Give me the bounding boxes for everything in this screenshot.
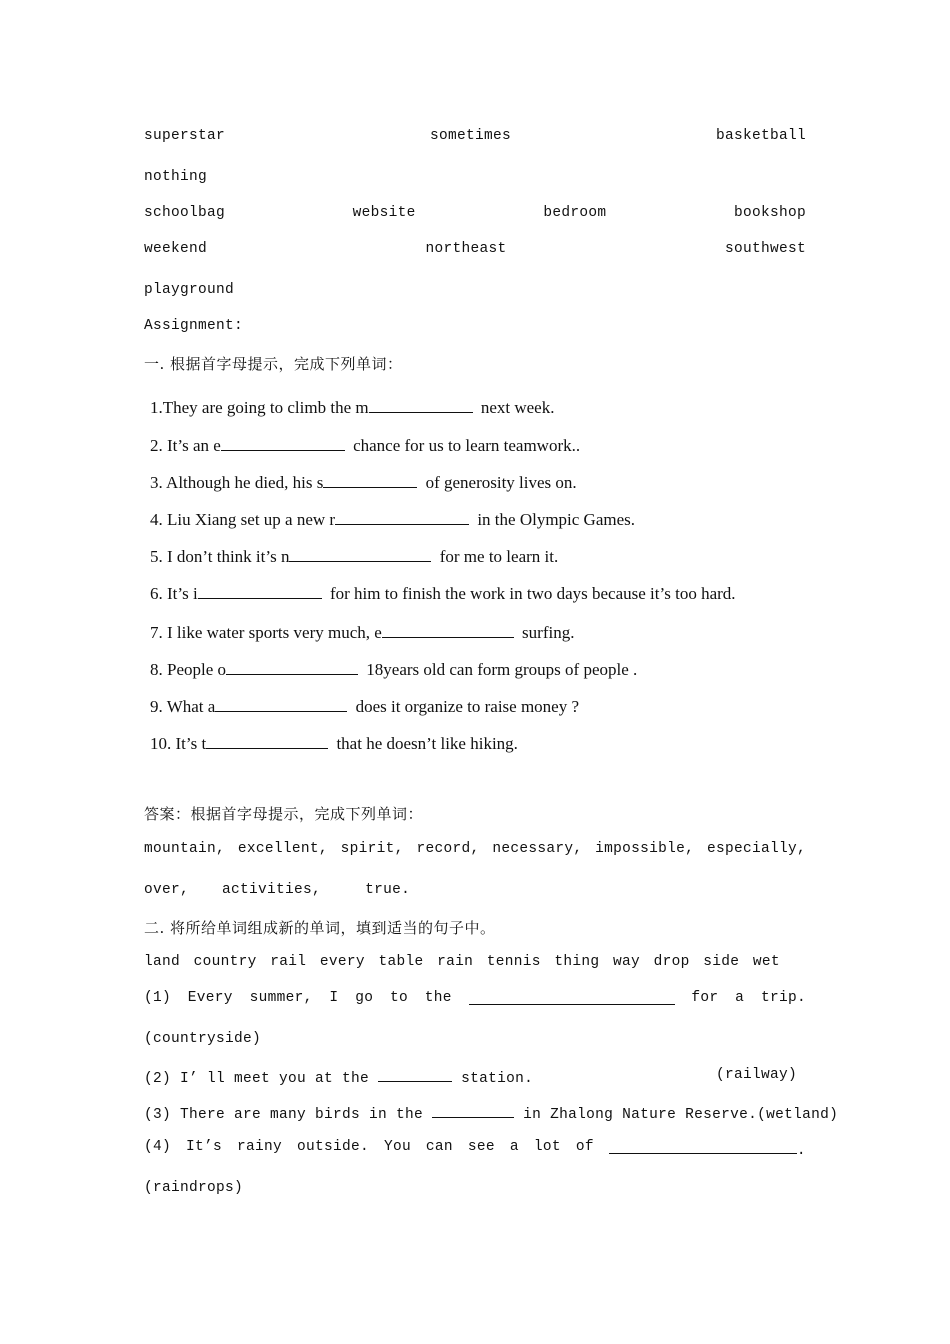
answer-blank[interactable] [226, 659, 358, 675]
bank-word: rain [437, 954, 474, 970]
s2-answer-1: (countryside) [144, 1031, 262, 1047]
answer-word: activities, [222, 882, 322, 898]
q-text: station. [461, 1071, 534, 1087]
question-6 [150, 583, 736, 604]
answer-word: excellent, [237, 841, 328, 857]
bank-word: way [613, 954, 641, 970]
question-text: in the Olympic Games. [473, 510, 636, 529]
answer-blank[interactable] [206, 733, 328, 749]
answers-row-1 [144, 841, 806, 857]
answer-blank[interactable] [369, 397, 473, 413]
s2-question-1 [144, 990, 806, 1006]
answer-word: true. [365, 882, 411, 898]
q-word: of [575, 1139, 594, 1155]
word-row-2 [144, 169, 806, 185]
word: website [352, 205, 416, 221]
answers-heading: 答案：根据首字母提示，完成下列单词： [144, 805, 424, 823]
s2-question-3 [144, 1103, 839, 1123]
word-row-4 [144, 241, 806, 257]
bank-word: tennis [486, 954, 541, 970]
question-10 [150, 733, 518, 754]
answer-word: record, [416, 841, 480, 857]
q-word: a [509, 1139, 519, 1155]
bank-word: wet [752, 954, 780, 970]
q-text: (3) There are many birds in the [144, 1107, 424, 1123]
section2-word-bank [144, 954, 780, 970]
question-text: 1.They are going to climb the m [150, 398, 369, 417]
question-text: chance for us to learn teamwork.. [348, 436, 581, 455]
q-word: a [735, 990, 745, 1006]
word: southwest [724, 241, 806, 257]
bank-word: rail [270, 954, 307, 970]
s2-answer-4: (raindrops) [144, 1180, 244, 1196]
s2-question-4 [144, 1139, 806, 1159]
q-word: I [329, 990, 339, 1006]
word: playground [144, 282, 235, 298]
question-text: surfing. [517, 623, 575, 642]
word: northeast [425, 241, 507, 257]
question-text: that he doesn’t like hiking. [332, 734, 518, 753]
q-word: lot [533, 1139, 561, 1155]
word: bedroom [543, 205, 607, 221]
word: nothing [144, 169, 208, 185]
question-4 [150, 509, 635, 530]
q-word: . [796, 1143, 806, 1159]
answer-word: spirit, [340, 841, 404, 857]
word: bookshop [733, 205, 806, 221]
q-text: (2) I’ ll meet you at the [144, 1071, 370, 1087]
answer-word: impossible, [595, 841, 695, 857]
bank-word: table [378, 954, 424, 970]
answer-word: over, [144, 882, 190, 898]
question-2 [150, 435, 580, 456]
answer-blank[interactable] [323, 472, 417, 488]
answer-blank[interactable] [215, 696, 347, 712]
word: weekend [144, 241, 208, 257]
word-row-1 [144, 128, 806, 144]
q-word: for [691, 990, 719, 1006]
q-word: the [424, 990, 452, 1006]
q-word: can [425, 1139, 453, 1155]
word: schoolbag [144, 205, 226, 221]
q-word: outside. [296, 1139, 369, 1155]
q-word: Every [187, 990, 233, 1006]
section2-heading: 二. 将所给单词组成新的单词，填到适当的句子中。 [144, 919, 496, 937]
q-answer: (railway) [716, 1067, 798, 1083]
question-text: 8. People o [150, 660, 227, 679]
bank-word: every [319, 954, 365, 970]
answer-blank[interactable] [198, 583, 322, 599]
bank-word: side [703, 954, 740, 970]
bank-word: land [144, 954, 181, 970]
question-text: 9. What a [150, 697, 216, 716]
question-text: next week. [476, 398, 555, 417]
question-text: 7. I like water sports very much, e [150, 623, 382, 642]
question-text: 5. I don’t think it’s n [150, 547, 290, 566]
q-word: rainy [236, 1139, 282, 1155]
q-word: to [389, 990, 408, 1006]
question-text: 3. Although he died, his s [150, 473, 324, 492]
bank-word: drop [653, 954, 690, 970]
question-5 [150, 546, 558, 567]
question-text: 4. Liu Xiang set up a new r [150, 510, 336, 529]
answer-word: especially, [706, 841, 806, 857]
question-text: of generosity lives on. [421, 473, 577, 492]
word: basketball [715, 128, 806, 144]
q-word: (1) [144, 990, 172, 1006]
question-9 [150, 696, 579, 717]
answers-row-2 [144, 882, 806, 898]
q-word: trip. [760, 990, 806, 1006]
answer-blank[interactable] [432, 1103, 514, 1118]
question-text: for him to finish the work in two days because it’s too hard. [325, 584, 736, 603]
q-word: see [467, 1139, 495, 1155]
answer-blank[interactable] [609, 1139, 797, 1154]
s2-question-2 [144, 1067, 806, 1087]
assignment-label: Assignment: [144, 318, 244, 334]
question-text: 18years old can form groups of people . [362, 660, 638, 679]
q-word: summer, [249, 990, 313, 1006]
q-word: go [355, 990, 374, 1006]
question-text: 6. It’s i [150, 584, 198, 603]
question-8 [150, 659, 637, 680]
question-3 [150, 472, 577, 493]
question-text: 10. It’s t [150, 734, 207, 753]
word-row-5 [144, 282, 806, 298]
answer-blank[interactable] [382, 622, 514, 638]
question-text: 2. It’s an e [150, 436, 221, 455]
question-1 [150, 397, 554, 418]
answer-word: mountain, [144, 841, 226, 857]
q-word: (4) [144, 1139, 172, 1155]
word: sometimes [429, 128, 511, 144]
section1-heading: 一. 根据首字母提示，完成下列单词： [144, 355, 403, 373]
q-word: It’s [185, 1139, 222, 1155]
word: superstar [144, 128, 226, 144]
answer-blank[interactable] [221, 435, 345, 451]
q-text: in Zhalong Nature Reserve.(wetland) [523, 1107, 839, 1123]
word-row-3 [144, 205, 806, 221]
q-word: You [383, 1139, 411, 1155]
question-text: does it organize to raise money ? [351, 697, 580, 716]
answer-blank[interactable] [335, 509, 469, 525]
bank-word: country [193, 954, 257, 970]
question-text: for me to learn it. [435, 547, 559, 566]
answer-word: necessary, [492, 841, 583, 857]
answer-blank[interactable] [378, 1067, 452, 1082]
question-7 [150, 622, 574, 643]
bank-word: thing [554, 954, 600, 970]
answer-blank[interactable] [289, 546, 431, 562]
answer-blank[interactable] [469, 990, 675, 1005]
